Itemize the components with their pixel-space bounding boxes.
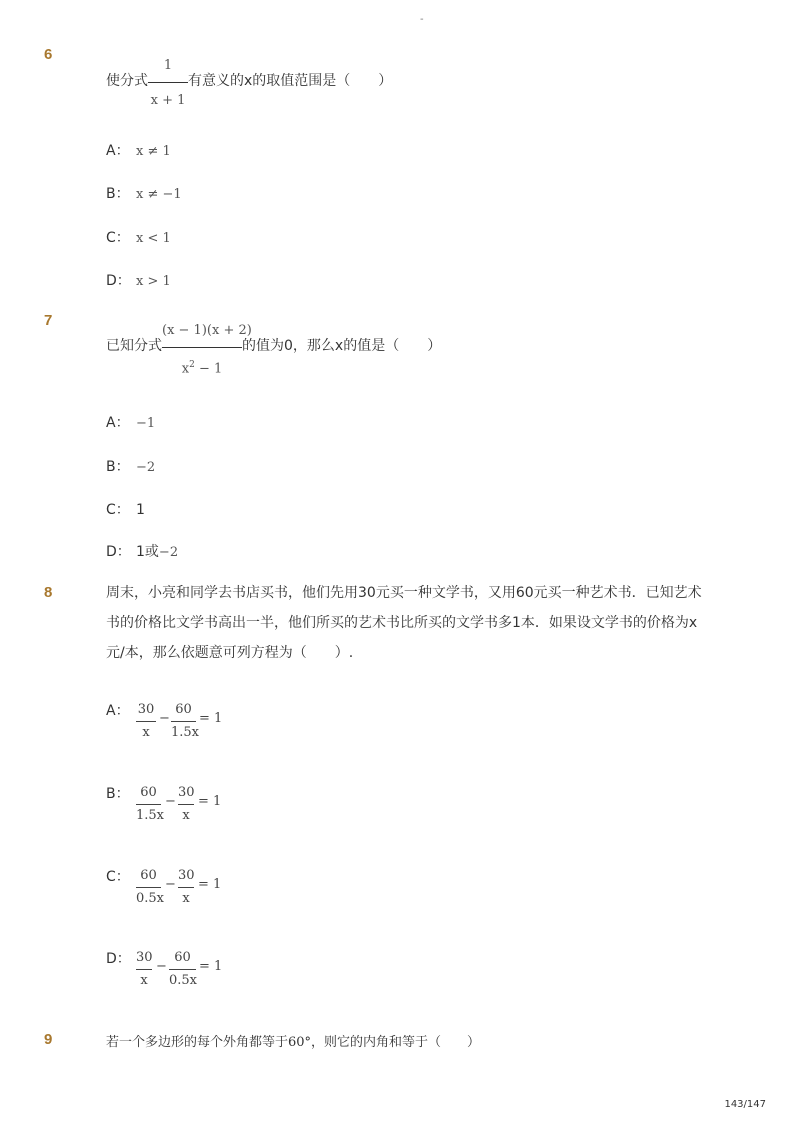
option-math: −2 (158, 545, 179, 560)
option-a[interactable] (106, 140, 171, 160)
left-numerator: 30 (136, 950, 153, 965)
option-equation (136, 866, 266, 926)
denominator-exponent: 2 (189, 359, 195, 370)
option-equation (136, 783, 266, 843)
fraction-numerator: (x − 1)(x + 2) (162, 322, 252, 338)
question-6-stem (106, 57, 393, 108)
right-fraction (171, 700, 200, 743)
minus-sign: − (156, 959, 167, 974)
question-8-stem (106, 578, 718, 668)
question-number-7: 7 (44, 312, 53, 329)
left-denominator: 0.5x (136, 891, 165, 906)
fraction-bar (169, 969, 196, 970)
left-fraction (136, 783, 165, 826)
stem-text-before: 已知分式 (106, 338, 162, 354)
left-denominator: x (140, 973, 148, 988)
option-a[interactable] (106, 412, 155, 432)
denominator-base: x (181, 360, 190, 376)
fraction-bar (148, 82, 188, 83)
option-letter: D： (106, 951, 131, 967)
right-numerator: 30 (178, 785, 195, 800)
fraction-bar (178, 804, 194, 805)
option-math: x ≠ −1 (136, 187, 182, 202)
fraction-bar (178, 887, 194, 888)
question-number-8: 8 (44, 584, 53, 601)
right-numerator: 60 (175, 702, 192, 717)
option-math: −1 (136, 416, 156, 431)
question-7-stem (106, 322, 442, 376)
option-letter: B： (106, 459, 130, 475)
left-numerator: 30 (137, 702, 155, 717)
option-letter: A： (106, 415, 130, 431)
left-fraction (136, 700, 156, 743)
stem-text-before: 使分式 (106, 73, 148, 89)
equation-rhs: = 1 (198, 877, 222, 892)
fraction-bar (136, 887, 161, 888)
denominator-rest: − 1 (194, 360, 223, 376)
option-c[interactable] (106, 499, 145, 519)
option-letter: C： (106, 230, 130, 246)
option-b[interactable] (106, 183, 182, 203)
option-letter: A： (106, 143, 130, 159)
stem-line: 周末，小亮和同学去书店买书，他们先用30元买一种文学书，又用60元买一种艺术书．已知艺术 (106, 585, 702, 601)
left-fraction (136, 948, 152, 991)
right-numerator: 60 (174, 950, 191, 965)
stem-line: 元/本，那么依题意可列方程为（ ）. (106, 645, 354, 661)
page-footer: 143/147 (724, 1099, 766, 1110)
left-denominator: x (142, 725, 150, 740)
question-9-stem: 若一个多边形的每个外角都等于60°，则它的内角和等于（ ） (106, 1035, 481, 1050)
option-math: x ≠ 1 (136, 144, 171, 159)
fraction-bar (136, 721, 156, 722)
left-denominator: 1.5x (136, 808, 165, 823)
right-denominator: x (182, 808, 190, 823)
stem-text-after: 有意义的x的取值范围是（ ） (188, 73, 393, 89)
option-b[interactable] (106, 456, 155, 476)
option-math: −2 (136, 460, 156, 475)
fraction-bar (162, 347, 242, 348)
right-fraction (178, 783, 194, 826)
option-c[interactable] (106, 866, 266, 926)
left-numerator: 60 (140, 785, 157, 800)
option-d[interactable] (106, 541, 178, 561)
fraction-bar (136, 969, 152, 970)
option-text: 1或 (136, 544, 159, 560)
option-letter: D： (106, 544, 131, 560)
right-numerator: 30 (178, 868, 195, 883)
option-letter: C： (106, 502, 130, 518)
minus-sign: − (165, 794, 176, 809)
option-math: x > 1 (136, 274, 171, 289)
option-a[interactable] (106, 700, 266, 760)
option-letter: B： (106, 186, 130, 202)
minus-sign: − (165, 877, 176, 892)
equation-rhs: = 1 (198, 794, 222, 809)
fraction-bar (171, 721, 196, 722)
option-equation (136, 948, 266, 1008)
stem-line: 书的价格比文学书高出一半，他们所买的艺术书比所买的文学书多1本．如果设文学书的价格为x (106, 615, 698, 631)
stem-fraction (148, 57, 188, 108)
minus-sign: − (159, 711, 170, 726)
option-equation (136, 700, 266, 760)
right-denominator: 0.5x (169, 973, 198, 988)
stem-text-after: 的值为0，那么x的值是（ ） (242, 338, 442, 354)
option-letter: B： (106, 786, 130, 802)
option-b[interactable] (106, 783, 266, 843)
right-denominator: 1.5x (171, 725, 200, 740)
option-d[interactable] (106, 270, 171, 290)
fraction-numerator: 1 (163, 57, 173, 73)
equation-rhs: = 1 (199, 959, 223, 974)
equation-rhs: = 1 (199, 711, 223, 726)
fraction-bar (136, 804, 161, 805)
left-fraction (136, 866, 165, 909)
right-denominator: x (182, 891, 190, 906)
left-numerator: 60 (140, 868, 157, 883)
option-d[interactable] (106, 948, 266, 1008)
option-letter: C： (106, 869, 130, 885)
fraction-denominator: x + 1 (150, 92, 186, 108)
option-letter: D： (106, 273, 131, 289)
option-letter: A： (106, 703, 130, 719)
page-top-mark: - (420, 14, 424, 25)
stem-fraction (162, 322, 252, 376)
question-number-9: 9 (44, 1031, 53, 1048)
option-math: x < 1 (136, 231, 171, 246)
fraction-denominator (162, 360, 242, 376)
right-fraction (178, 866, 194, 909)
option-text: 1 (136, 502, 145, 518)
right-fraction (169, 948, 196, 991)
question-number-6: 6 (44, 46, 53, 63)
option-c[interactable] (106, 227, 171, 247)
